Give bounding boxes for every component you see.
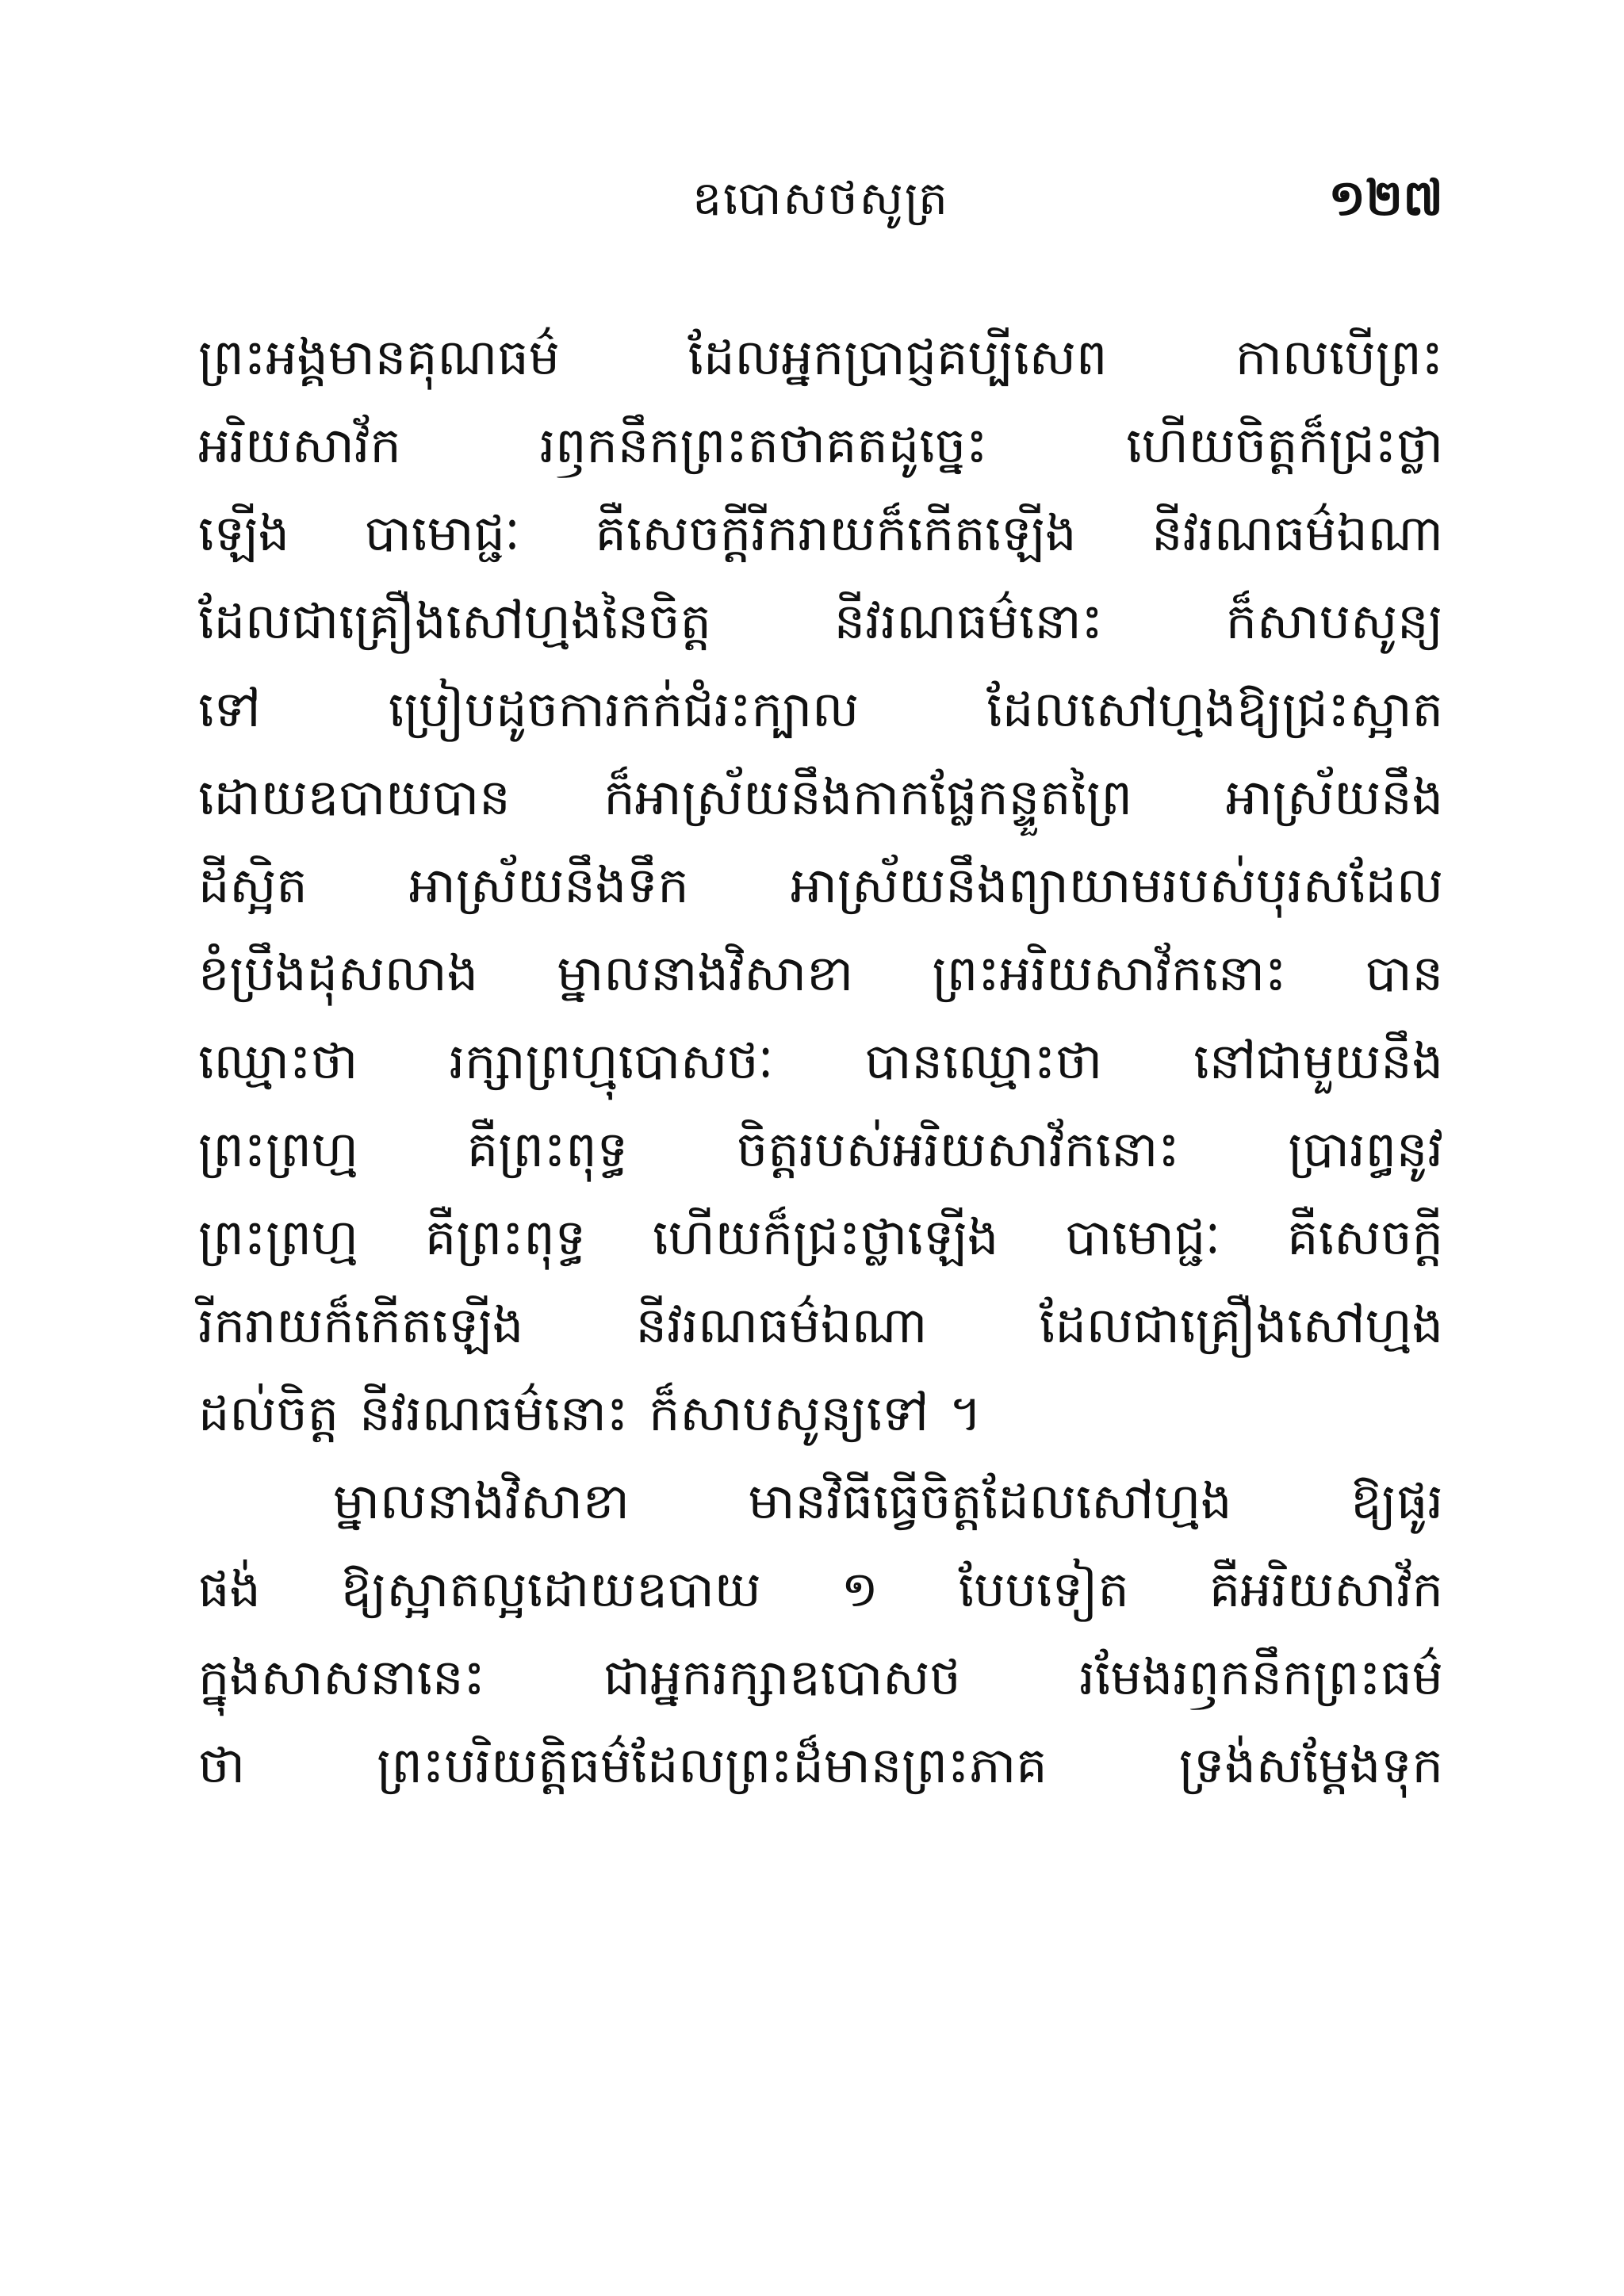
word: រមែងរឭកនឹកព្រះធម៌ — [1079, 1648, 1443, 1706]
word: គឺសេចក្តី — [1287, 1208, 1443, 1266]
word: បានឈ្មោះថា — [864, 1032, 1103, 1090]
word: ព្រះអរិយសាវ័កនោះ — [932, 944, 1287, 1002]
word: រីករាយក៏កើតឡើង — [198, 1296, 524, 1354]
text-line — [198, 929, 1443, 1017]
word: នីវរណធម៌នោះ — [359, 1384, 629, 1442]
word: អាស្រ័យនឹងព្យាយាមរបស់បុរសដែល — [790, 856, 1443, 914]
word: ក៏សាបសូន្យទៅ — [649, 1384, 929, 1442]
word: បែបទៀត — [958, 1560, 1129, 1618]
word: ប្រារព្ធនូវ — [1288, 1120, 1443, 1178]
text-line — [198, 1457, 1443, 1545]
word: ឡើង — [198, 504, 290, 562]
word: អាស្រ័យនឹង — [1225, 768, 1443, 826]
word: ទ្រង់សម្តែងទុក — [1178, 1736, 1443, 1794]
word: ក៏អាស្រ័យនឹងកាកផ្លែកន្ទួតព្រៃ — [603, 768, 1132, 826]
text-line — [198, 401, 1443, 489]
text-line — [198, 489, 1443, 577]
word: ថា — [198, 1736, 246, 1794]
word: នីវរណធម៌នោះ — [833, 592, 1103, 650]
word: គឺព្រះពុទ្ធ — [466, 1120, 628, 1178]
running-header — [198, 163, 1443, 234]
word: ចិត្តរបស់អរិយសាវ័កនោះ — [736, 1120, 1180, 1178]
text-line — [198, 841, 1443, 929]
word: ជាអ្នករក្សាឧបោសថ — [603, 1648, 961, 1706]
word: ព្រះអង្គមានគុណធម៌ — [198, 328, 560, 386]
word: កាលបើព្រះ — [1235, 328, 1443, 386]
word: ប្រៀបដូចការកក់ជំរះក្បាល — [388, 680, 860, 738]
text-line — [198, 1193, 1443, 1281]
body-text — [198, 313, 1443, 1809]
word: ដែលអ្នកប្រាជ្ញគប្បីសេព — [688, 328, 1108, 386]
word: បាន — [1365, 944, 1443, 1002]
word: ឱ្យផូរ — [1350, 1472, 1443, 1530]
word: នីវរណធម៌ឯណា — [1151, 504, 1443, 562]
running-title: ឧបោសថសូត្រ — [692, 171, 949, 225]
word: នីវរណធម៌ឯណា — [635, 1296, 928, 1354]
word: មានវិធីធ្វើចិត្តដែលសៅហ្មង — [748, 1472, 1232, 1530]
word: ហើយចិត្តក៏ជ្រះថ្លា — [1126, 416, 1443, 474]
text-line — [198, 1369, 1443, 1457]
word: ព្រះបរិយត្តិធម៌ដែលព្រះដ៏មានព្រះភាគ — [377, 1736, 1048, 1794]
text-line — [198, 1633, 1443, 1721]
word: ១ — [841, 1560, 879, 1618]
word: ក៏សាបសូន្យ — [1225, 592, 1443, 650]
word: ។ — [949, 1384, 982, 1442]
word: អាស្រ័យនឹងទឹក — [408, 856, 689, 914]
word: គឺអរិយសាវ័ក — [1208, 1560, 1443, 1618]
word: ដែលជាគ្រឿងសៅហ្មង — [1039, 1296, 1443, 1354]
word: ម្នាលនាងវិសាខា — [557, 944, 854, 1002]
word: ខំប្រឹងដុសលាង — [198, 944, 478, 1002]
word: ដីស្អិត — [198, 856, 308, 914]
word: ម្នាលនាងវិសាខា — [333, 1472, 630, 1530]
word: អរិយសាវ័ក — [198, 416, 401, 474]
word: ដែលជាគ្រឿងសៅហ្មងនៃចិត្ត — [198, 592, 711, 650]
text-line — [198, 665, 1443, 753]
word: ទៅ — [198, 680, 261, 738]
text-line — [198, 1281, 1443, 1369]
word: បាមោជ្ជៈ — [364, 504, 520, 562]
word: ដែលសៅហ្មងឱ្យជ្រះស្អាត — [986, 680, 1443, 738]
page-number: ១២៧ — [1328, 169, 1443, 227]
text-line — [198, 1545, 1443, 1633]
word: ដោយឧបាយបាន — [198, 768, 511, 826]
word: ផង់ — [198, 1560, 261, 1618]
text-line — [198, 753, 1443, 841]
word: គឺព្រះពុទ្ធ — [424, 1208, 587, 1266]
word: រឭកនឹកព្រះតថាគតដូច្នេះ — [539, 416, 988, 474]
text-line — [198, 313, 1443, 401]
word: គឺសេចក្តីរីករាយក៏កើតឡើង — [595, 504, 1077, 562]
word: បាមោជ្ជៈ — [1065, 1208, 1221, 1266]
word: ហើយក៏ជ្រះថ្លាឡើង — [652, 1208, 999, 1266]
text-line — [198, 1017, 1443, 1105]
word: នៅជាមួយនឹង — [1193, 1032, 1443, 1090]
text-line — [198, 577, 1443, 665]
word: ព្រះព្រហ្ម — [198, 1120, 358, 1178]
word: ឱ្យស្អាតល្អដោយឧបាយ — [340, 1560, 761, 1618]
word: ឈ្មោះថា — [198, 1032, 358, 1090]
word: ព្រះព្រហ្ម — [198, 1208, 358, 1266]
text-line — [198, 1105, 1443, 1193]
word: រក្សាព្រហ្មុបោសថៈ — [449, 1032, 774, 1090]
text-line — [198, 1721, 1443, 1809]
word: ដល់ចិត្ត — [198, 1384, 339, 1442]
word: ក្នុងសាសនានេះ — [198, 1648, 485, 1706]
